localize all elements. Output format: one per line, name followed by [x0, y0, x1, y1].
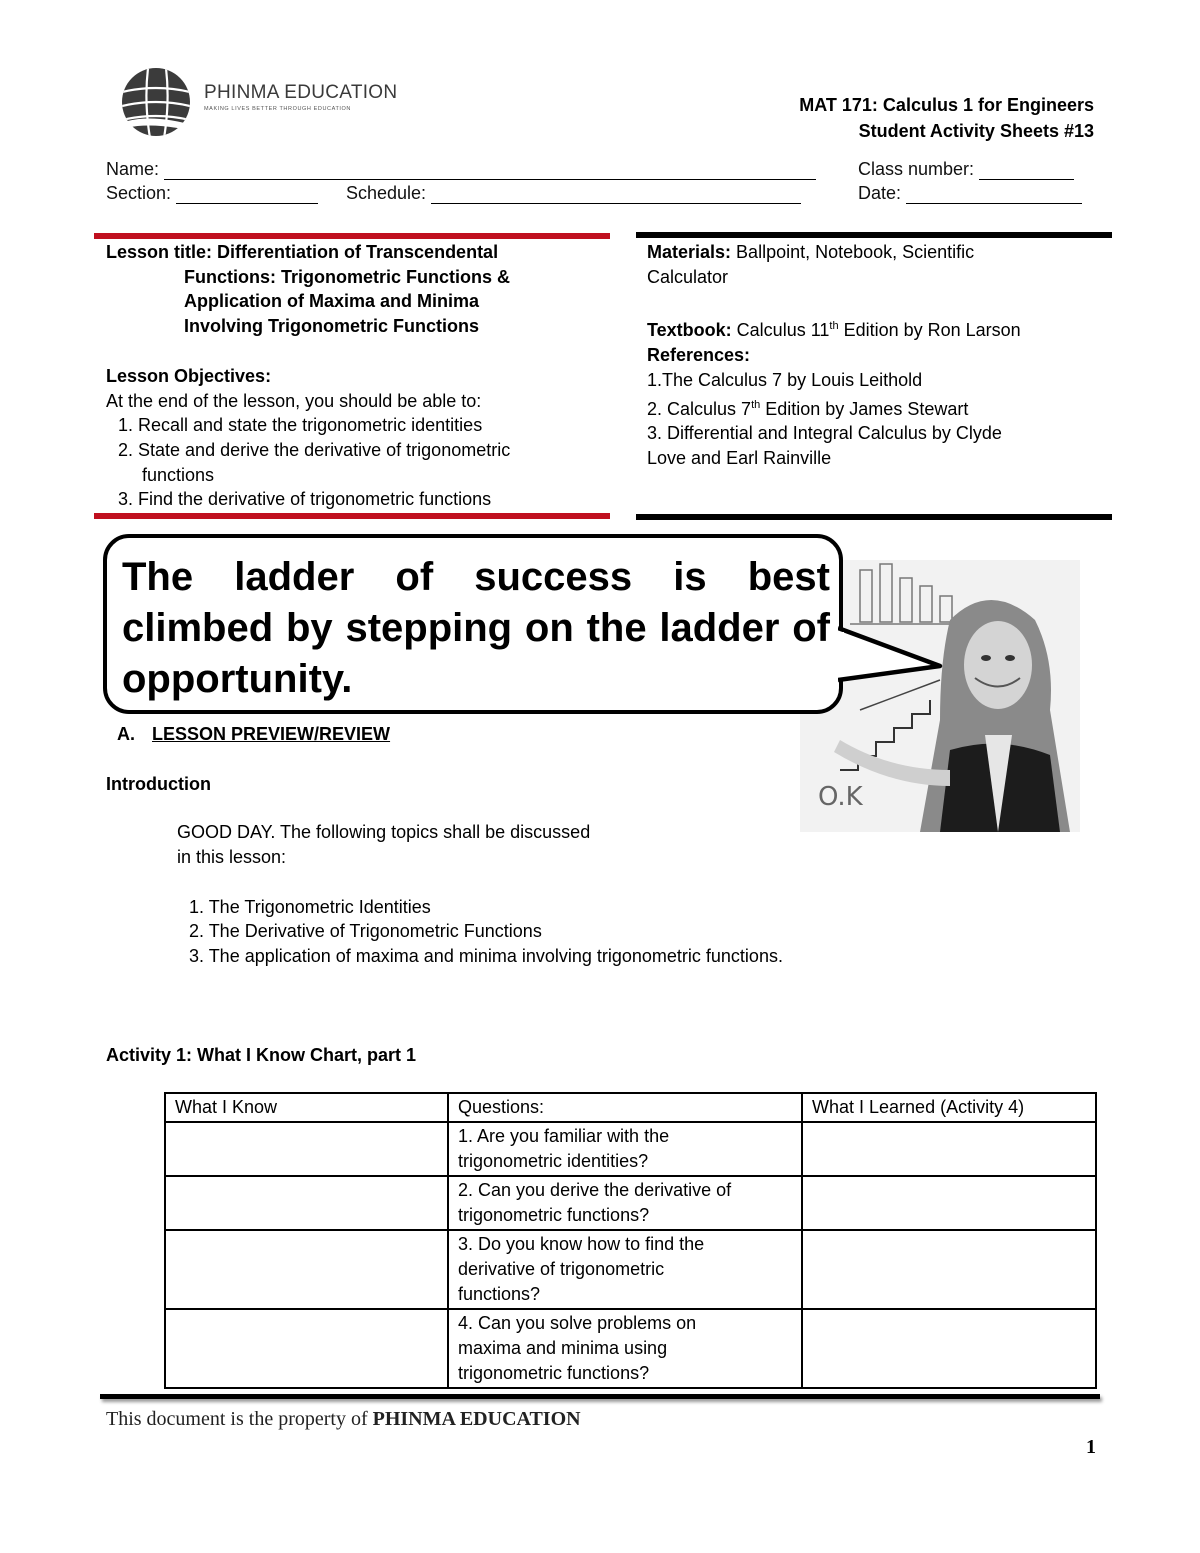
what-i-learned-cell-4[interactable] [802, 1309, 1096, 1388]
header-what-i-know: What I Know [165, 1093, 448, 1122]
reference-2-pre: 2. Calculus 7 [647, 398, 752, 419]
objective-3: 3. Find the derivative of trigonometric functions [118, 489, 492, 510]
what-i-learned-cell-2[interactable] [802, 1176, 1096, 1230]
name-blank[interactable] [164, 161, 816, 180]
footer-text-pre: This document is the property of [106, 1408, 373, 1430]
what-i-learned-cell-3[interactable] [802, 1230, 1096, 1309]
lesson-title-line3: Application of Maxima and Minima [184, 291, 480, 312]
objective-2: 2. State and derive the derivative of trigonometric [118, 439, 511, 460]
quote-text: The ladder of success is best climbed by stepping on the ladder of opportunity. [122, 555, 830, 701]
left-top-bar [94, 233, 610, 239]
footer-text [106, 1408, 581, 1431]
footer-text-brand: PHINMA EDUCATION [372, 1408, 581, 1430]
materials-info [647, 240, 1107, 471]
question-4-line: trigonometric functions? [458, 1363, 650, 1383]
question-4-line: maxima and minima using [458, 1338, 668, 1358]
textbook-post: Edition by Ron Larson [838, 320, 1021, 341]
objectives-intro: At the end of the lesson, you should be able to: [106, 390, 482, 411]
topic-3: 3. The application of maxima and minima involving trigonometric functions. [189, 946, 783, 966]
topic-2: 2. The Derivative of Trigonometric Functions [189, 921, 542, 941]
what-i-know-cell-3[interactable] [165, 1230, 448, 1309]
reference-2-sup: th [751, 398, 761, 411]
table-row [165, 1176, 1096, 1230]
question-cell-2 [448, 1176, 802, 1230]
activity-title: Activity 1: What I Know Chart, part 1 [106, 1045, 417, 1065]
question-2-line: trigonometric functions? [458, 1205, 650, 1225]
what-i-learned-cell-1[interactable] [802, 1122, 1096, 1176]
right-top-bar [636, 232, 1112, 238]
question-3-line: 3. Do you know how to find the [458, 1234, 705, 1254]
question-2-line: 2. Can you derive the derivative of [458, 1180, 732, 1200]
svg-text:O.K: O.K [818, 782, 863, 812]
materials-text-cont: Calculator [647, 266, 729, 287]
objective-2-cont: functions [142, 464, 215, 485]
logo-brand: PHINMA EDUCATION [204, 82, 398, 103]
section-blank[interactable] [176, 185, 318, 204]
objective-1: 1. Recall and state the trigonometric identities [118, 415, 483, 436]
section-a-letter: A. [117, 724, 135, 744]
reference-3-cont: Love and Earl Rainville [647, 447, 832, 468]
course-title: MAT 171: Calculus 1 for Engineers [799, 95, 1094, 115]
lesson-title-line1: Differentiation of Transcendental [217, 242, 499, 262]
topic-1: 1. The Trigonometric Identities [189, 897, 431, 917]
date-field[interactable] [858, 183, 1082, 204]
sheet-title: Student Activity Sheets #13 [858, 121, 1094, 141]
schedule-field[interactable] [346, 183, 801, 204]
class-number-label: Class number: [858, 159, 975, 179]
name-label: Name: [106, 159, 160, 179]
table-row [165, 1122, 1096, 1176]
table-row [165, 1309, 1096, 1388]
header-questions: Questions: [448, 1093, 802, 1122]
reference-3: 3. Differential and Integral Calculus by Clyde [647, 423, 1002, 444]
date-blank[interactable] [906, 185, 1082, 204]
materials-text: Ballpoint, Notebook, Scientific [731, 242, 975, 262]
class-number-field[interactable] [858, 159, 1074, 180]
lesson-title-line4: Involving Trigonometric Functions [184, 316, 480, 337]
date-label: Date: [858, 183, 902, 203]
what-i-know-cell-2[interactable] [165, 1176, 448, 1230]
class-number-blank[interactable] [979, 161, 1074, 180]
reference-1: 1.The Calculus 7 by Louis Leithold [647, 369, 923, 390]
lesson-info [106, 240, 606, 512]
right-bottom-bar [636, 514, 1112, 520]
question-cell-1 [448, 1122, 802, 1176]
textbook-sup: th [829, 320, 839, 333]
objectives-heading: Lesson Objectives: [106, 365, 272, 386]
greeting-line2: in this lesson: [177, 847, 287, 867]
question-cell-3 [448, 1230, 802, 1309]
table-row [165, 1230, 1096, 1309]
introduction-heading: Introduction [106, 774, 211, 794]
header-what-i-learned: What I Learned (Activity 4) [802, 1093, 1096, 1122]
globe-logo-icon [118, 62, 198, 142]
what-i-know-cell-4[interactable] [165, 1309, 448, 1388]
logo-tagline: MAKING LIVES BETTER THROUGH EDUCATION [204, 106, 351, 112]
question-cell-4 [448, 1309, 802, 1388]
schedule-label: Schedule: [346, 183, 427, 203]
phinma-logo [118, 62, 398, 142]
lesson-title-label: Lesson title: [106, 242, 213, 262]
question-3-line: functions? [458, 1284, 541, 1304]
what-i-know-cell-1[interactable] [165, 1122, 448, 1176]
textbook-pre: Calculus 11 [731, 320, 830, 341]
section-label: Section: [106, 183, 172, 203]
footer-divider [100, 1394, 1100, 1399]
section-a-heading [117, 722, 390, 747]
bubble-pointer-icon [838, 620, 948, 690]
page-number: 1 [1086, 1436, 1096, 1458]
question-1-line: 1. Are you familiar with the [458, 1126, 670, 1146]
left-bottom-bar [94, 513, 610, 519]
section-a-title: LESSON PREVIEW/REVIEW [152, 724, 391, 744]
section-field[interactable] [106, 183, 318, 204]
table-header-row [165, 1093, 1096, 1122]
question-1-line: trigonometric identities? [458, 1151, 649, 1171]
name-field[interactable] [106, 159, 816, 180]
question-3-line: derivative of trigonometric [458, 1259, 665, 1279]
schedule-blank[interactable] [431, 185, 801, 204]
greeting-line1: GOOD DAY. The following topics shall be discussed [177, 822, 591, 842]
question-4-line: 4. Can you solve problems on [458, 1313, 697, 1333]
references-label: References: [647, 345, 751, 366]
reference-2-post: Edition by James Stewart [760, 398, 969, 419]
textbook-label: Textbook: [647, 320, 732, 341]
materials-label: Materials: [647, 242, 732, 262]
know-chart-table [164, 1092, 1097, 1389]
lesson-title-line2: Functions: Trigonometric Functions & [184, 266, 510, 287]
